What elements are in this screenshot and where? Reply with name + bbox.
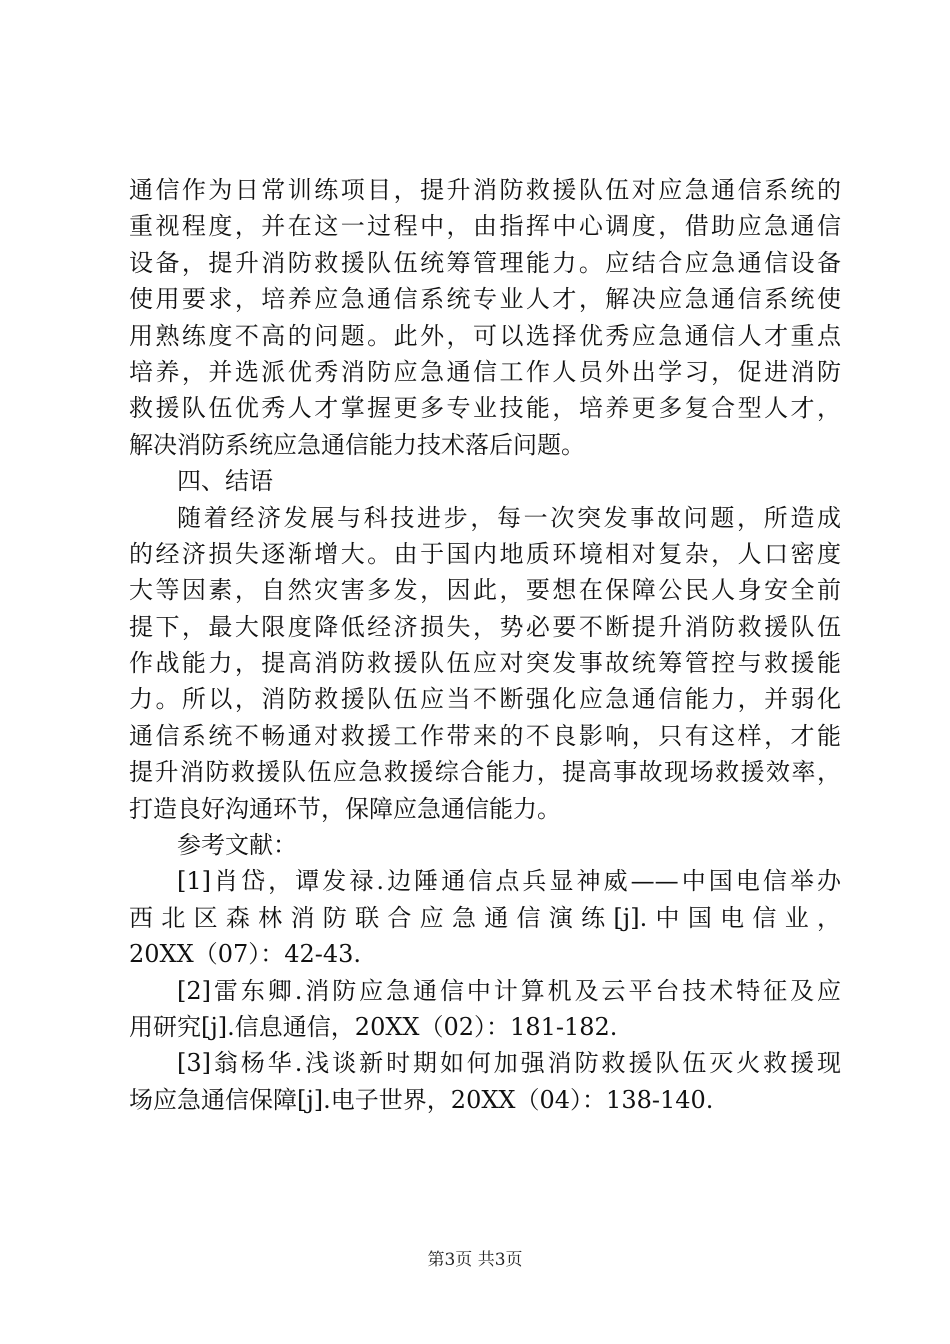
text-line: 用研究[j].信息通信，20XX（02）：181-182. <box>129 1012 618 1041</box>
text-line: 通信作为日常训练项目，提升消防救援队伍对应急通信系统的 <box>129 176 841 204</box>
text-line: [3]翁杨华.浅谈新时期如何加强消防救援队伍灭火救援现 <box>177 1049 841 1078</box>
text-line: 的经济损失逐渐增大。由于国内地质环境相对复杂，人口密度 <box>129 539 841 568</box>
text-line: 参考文献： <box>177 831 297 860</box>
text-line: 四、结语 <box>177 467 273 496</box>
text-line: 救援队伍优秀人才掌握更多专业技能，培养更多复合型人才， <box>129 394 841 423</box>
text-line: 打造良好沟通环节，保障应急通信能力。 <box>129 794 561 823</box>
text-line: [2]雷东卿.消防应急通信中计算机及云平台技术特征及应 <box>177 976 841 1005</box>
text-line: 提升消防救援队伍应急救援综合能力，提高事故现场救援效率， <box>129 758 841 787</box>
text-line: 西北区森林消防联合应急通信演练[j].中国电信业， <box>129 903 841 932</box>
text-line: 提下，最大限度降低经济损失，势必要不断提升消防救援队伍 <box>129 612 841 641</box>
text-line: 重视程度，并在这一过程中，由指挥中心调度，借助应急通信 <box>129 212 841 241</box>
text-line: 随着经济发展与科技进步，每一次突发事故问题，所造成 <box>177 503 841 532</box>
text-line: [1]肖岱，谭发禄.边陲通信点兵显神威——中国电信举办 <box>177 867 841 896</box>
text-line: 力。所以，消防救援队伍应当不断强化应急通信能力，并弱化 <box>129 685 841 714</box>
text-line: 通信系统不畅通对救援工作带来的不良影响，只有这样，才能 <box>129 721 841 750</box>
page-footer: 第3页 共3页 <box>427 1250 523 1270</box>
text-line: 培养，并选派优秀消防应急通信工作人员外出学习，促进消防 <box>129 357 841 386</box>
text-line: 使用要求，培养应急通信系统专业人才，解决应急通信系统使 <box>129 285 841 314</box>
text-line: 作战能力，提高消防救援队伍应对突发事故统筹管控与救援能 <box>129 649 841 678</box>
text-line: 设备，提升消防救援队伍统筹管理能力。应结合应急通信设备 <box>129 248 841 277</box>
text-line: 大等因素，自然灾害多发，因此，要想在保障公民人身安全前 <box>129 576 841 605</box>
text-line: 20XX（07）：42-43. <box>129 940 362 969</box>
text-line: 场应急通信保障[j].电子世界，20XX（04）：138-140. <box>129 1085 714 1114</box>
text-line: 用熟练度不高的问题。此外，可以选择优秀应急通信人才重点 <box>129 321 841 350</box>
body-text <box>129 172 841 1118</box>
text-line: 解决消防系统应急通信能力技术落后问题。 <box>129 430 585 459</box>
